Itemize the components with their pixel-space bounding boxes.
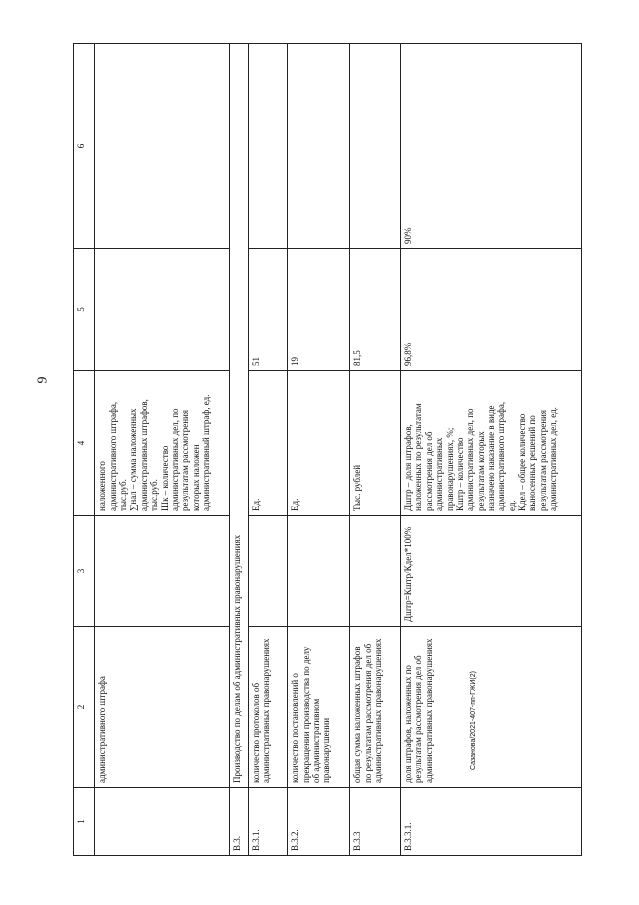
row-name: количество протоколов об административных правонарушениях (248, 627, 288, 788)
row-unit: Ед. (288, 371, 350, 516)
row-value: 81,5 (350, 249, 401, 371)
table-row (401, 44, 582, 856)
row-code: В.3.2. (288, 788, 350, 856)
row-name: количество постановлений о прекращении производства по делу об административном правонарушении (288, 627, 350, 788)
row-description: наложенного административного штрафа, тыс.руб. ∑нал – сумма наложенных административных штрафов, тыс.руб. Шк – количество административных дел, по результатам рассмотрения которых наложен административный штраф, ед. (95, 371, 229, 516)
page-number: 9 (35, 376, 51, 384)
row-unit: Ед. (248, 371, 288, 516)
row-name: административного штрафа (95, 627, 229, 788)
indicators-table (73, 43, 582, 856)
row-name: общая сумма наложенных штрафов по результатам рассмотрения дел об административных правонарушениях (350, 627, 401, 788)
section-row (229, 44, 248, 856)
header-cell-1: 1 (74, 788, 95, 856)
row-formula (95, 516, 229, 627)
row-target (350, 44, 401, 249)
row-code (95, 788, 229, 856)
table-row (288, 44, 350, 856)
header-cell-2: 2 (74, 627, 95, 788)
row-formula (288, 516, 350, 627)
section-code: В.3. (229, 788, 248, 856)
row-target (95, 44, 229, 249)
row-code: В.3.3 (350, 788, 401, 856)
row-target (288, 44, 350, 249)
section-title: Производство по делам об административных правонарушениях (229, 44, 248, 788)
document-footer: Сазанова/2021-407-пп-ГЖИ(2) (470, 671, 477, 770)
row-formula: Дштр=Кштр/Кдел*100% (401, 516, 582, 627)
row-formula (350, 516, 401, 627)
row-formula (248, 516, 288, 627)
table-header-row (74, 44, 95, 856)
row-code: В.3.3.1. (401, 788, 582, 856)
row-target: 90% (401, 44, 582, 249)
header-cell-3: 3 (74, 516, 95, 627)
row-unit: Тыс. рублей (350, 371, 401, 516)
row-value: 51 (248, 249, 288, 371)
row-value: 96,8% (401, 249, 582, 371)
row-target (248, 44, 288, 249)
table-row (350, 44, 401, 856)
header-cell-4: 4 (74, 371, 95, 516)
row-unit: Дштр – доля штрафов, наложенных по результатам рассмотрения дел об административных правонарушениях, %; Кштр – количество административных дел, по результатам которых назначено наказание в виде административного штрафа, ед. Кдел – общее количество выносенных решений по результатам рассмотрения административных дел, ед. (401, 371, 582, 516)
header-cell-5: 5 (74, 249, 95, 371)
table-row (95, 44, 229, 856)
row-value: 19 (288, 249, 350, 371)
row-name: доля штрафов, наложенных по результатам рассмотрения дел об административных правонарушениях (401, 627, 582, 788)
table-row (248, 44, 288, 856)
row-value (95, 249, 229, 371)
header-cell-6: 6 (74, 44, 95, 249)
row-code: В.3.1. (248, 788, 288, 856)
